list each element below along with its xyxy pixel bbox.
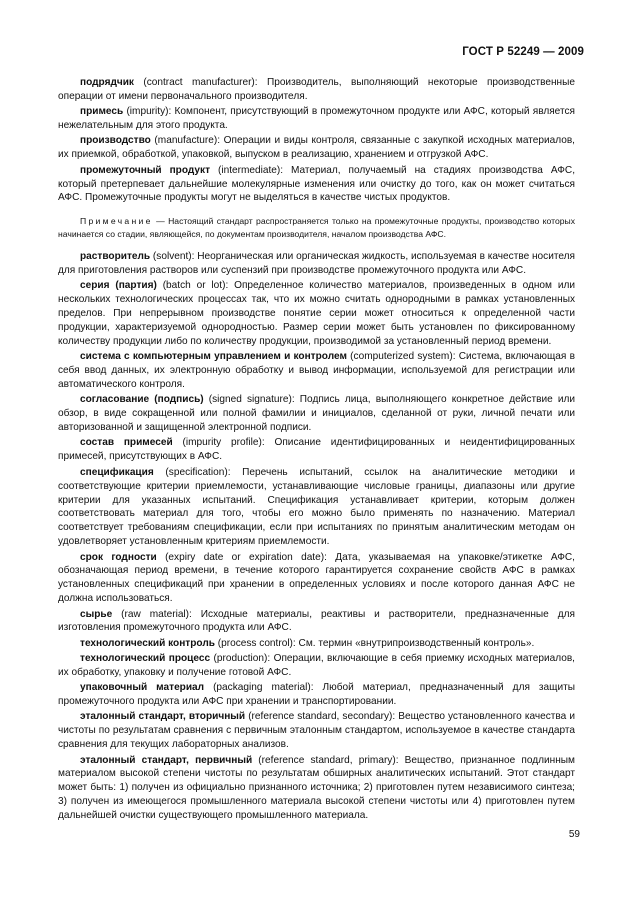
entry-process-control bbox=[58, 637, 575, 651]
entry-expiry-date bbox=[58, 551, 575, 607]
entry-text: (impurity profile): Описание идентифицированных и неидентифицированных примесей, присутствующих в АФС. bbox=[58, 437, 575, 463]
entry-term: промежуточный продукт bbox=[80, 164, 211, 176]
entry-intermediate bbox=[58, 164, 575, 206]
entry-computerized-system bbox=[58, 350, 575, 392]
entry-term: срок годности bbox=[80, 551, 157, 563]
entry-text: (raw material): Исходные материалы, реактивы и растворители, предназначенные для изготовления промежуточного продукта или АФС. bbox=[58, 608, 575, 634]
entry-text: (intermediate): Материал, получаемый на стадиях производства АФС, который претерпевает дальнейшие молекулярные изменения или очистку до того, как он может считаться АФС. Промежуточные продукты могут не выделяться в качестве чистых продуктов. bbox=[58, 164, 575, 204]
entry-term: спецификация bbox=[80, 466, 154, 478]
entry-manufacture bbox=[58, 134, 575, 162]
entry-text: (packaging material): Любой материал, предназначенный для защиты промежуточного продукта или АФС при хранении и транспортировании. bbox=[58, 682, 575, 708]
entry-text: (expiry date or expiration date): Дата, указываемая на упаковке/этикетке АФС, обозначающая период времени, в течение которого гарантируется сохранение свойств АФС в рамках установленных спецификаций при хранении в определенных условиях и после которого данная АФС не должна использоваться. bbox=[58, 551, 575, 605]
entry-reference-standard-primary bbox=[58, 754, 575, 824]
entry-reference-standard-secondary bbox=[58, 710, 575, 752]
entry-text: (process control): См. термин «внутрипроизводственный контроль». bbox=[214, 637, 535, 649]
content bbox=[58, 76, 575, 824]
note-label: Примечание bbox=[80, 216, 153, 227]
entry-text: (specification): Перечень испытаний, ссылок на аналитические методики и соответствующие критерии приемлемости, устанавливающие числовые границы, диапазоны или другие критерии для указанных испытаний. Спецификация устанавливает критерии, которым должен соответствовать материал для того, чтобы его можно было применять по назначению. Материал соответствует требованиям спецификации, если при испытаниях по принятым аналитическим методам он удовлетворяет установленным критериям приемлемости. bbox=[58, 466, 575, 548]
entry-raw-material bbox=[58, 608, 575, 636]
entry-term: упаковочный материал bbox=[80, 682, 205, 694]
entry-text: (batch or lot): Определенное количество материалов, произведенных в одном или нескольких технологических процессах так, что их можно считать однородными в рамках установленных пределов. При непрерывном производстве понятие серии может относиться к определенной части продукции, характеризуемой однородностью. Размер серии может быть установлен по фиксированному количеству продукции либо по количеству продукции, производимой за установленный период времени. bbox=[58, 280, 576, 347]
entry-production bbox=[58, 652, 575, 680]
entry-term: примесь bbox=[80, 106, 124, 118]
entry-term: технологический процесс bbox=[80, 653, 211, 665]
entry-text: (production): Операции, включающие в себя приемку исходных материалов, их обработку, упаковку и получение готовой АФС. bbox=[58, 653, 575, 678]
entry-term: эталонный стандарт, вторичный bbox=[80, 711, 246, 723]
entry-term: согласование (подпись) bbox=[80, 394, 204, 406]
entry-text: (contract manufacturer): Производитель, выполняющий некоторые производственные операции от имени первоначального производителя. bbox=[58, 77, 575, 102]
entry-term: подрядчик bbox=[80, 77, 134, 88]
entry-term: состав примесей bbox=[80, 437, 173, 449]
entry-text: (impurity): Компонент, присутствующий в промежуточном продукте или АФС, который является нежелательным для этого продукта. bbox=[58, 106, 575, 132]
entry-term: эталонный стандарт, первичный bbox=[80, 754, 253, 766]
entry-batch bbox=[58, 279, 575, 349]
entry-signed-signature bbox=[58, 393, 575, 435]
entry-contract-manufacturer bbox=[58, 76, 575, 104]
entry-solvent bbox=[58, 250, 575, 278]
entry-term: технологический контроль bbox=[80, 637, 215, 649]
entry-text: (solvent): Неорганическая или органическая жидкость, используемая в качестве носителя для приготовления растворов или суспензий при производстве промежуточного продукта или АФС. bbox=[58, 251, 575, 277]
entry-term: сырье bbox=[80, 608, 113, 620]
entry-term: растворитель bbox=[80, 251, 151, 263]
page-number: 59 bbox=[568, 829, 580, 840]
entry-term: система с компьютерным управлением и контролем bbox=[80, 351, 347, 363]
entry-impurity-profile bbox=[58, 436, 575, 464]
note-text: — Настоящий стандарт распространяется только на промежуточные продукты, производство которых начинается со стадии, являющейся, по документам производителя, началом производства АФС. bbox=[58, 216, 575, 239]
entry-impurity bbox=[58, 105, 575, 133]
entry-specification bbox=[58, 466, 575, 549]
note bbox=[58, 215, 575, 240]
document-code: ГОСТ Р 52249 — 2009 bbox=[462, 46, 584, 58]
entry-term: серия (партия) bbox=[80, 280, 157, 292]
entry-text: (manufacture): Операции и виды контроля, связанные с закупкой исходных материалов, их приемкой, обработкой, упаковкой, выпуском в реализацию, хранением и отгрузкой АФС. bbox=[58, 135, 575, 161]
entry-text: (computerized system): Система, включающая в себя ввод данных, их электронную обработку и вывод информации, используемой для регистрации или автоматического контроля. bbox=[58, 351, 575, 391]
entry-text: (signed signature): Подпись лица, выполняющего конкретное действие или обзор, в виде сокращенной или полной фамилии и инициалов, сделанной от руки, личной печати или авторизованной и защищенной электронной подписи. bbox=[58, 394, 575, 434]
entry-term: производство bbox=[80, 135, 151, 147]
entry-packaging-material bbox=[58, 681, 575, 709]
entry-text: (reference standard, secondary): Вещество установленного качества и чистоты по результатам сравнения с первичным эталонным стандартом, используемое в качестве стандарта сравнения для текущих лабораторных анализов. bbox=[58, 711, 575, 751]
entry-text: (reference standard, primary): Вещество, признанное подлинным материалом высокой степени чистоты по результатам обширных аналитических испытаний. Этот стандарт может быть: 1) получен из официально признанного источника; 2) приготовлен путем независимого синтеза; 3) получен из имеющегося промышленного материала высокой степени чистоты или 4) приготовлен путем дальнейшей очистки существующего промышленного материала. bbox=[58, 754, 575, 822]
